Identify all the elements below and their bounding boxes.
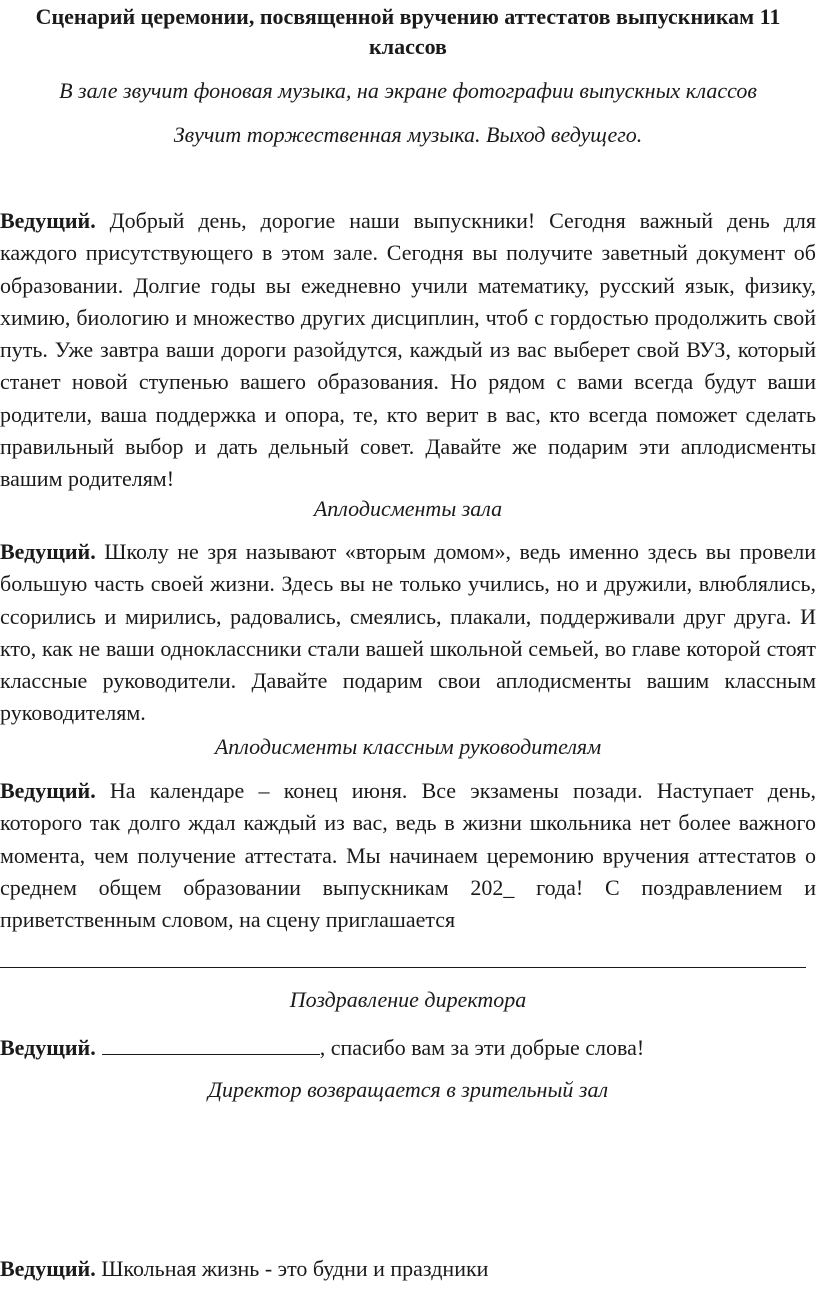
host-speech-2 <box>0 536 816 730</box>
host-speech-5-text: Школьная жизнь - это будни и праздники <box>101 1256 489 1281</box>
document-title: Сценарий церемонии, посвященной вручению аттестатов выпускникам 11 классов <box>35 4 781 59</box>
speaker-label: Ведущий. <box>0 539 96 564</box>
stage-direction-applause-hall: Аплодисменты зала <box>313 496 503 521</box>
host-speech-2-text: Школу не зря называют «вторым домом», ведь именно здесь вы провели большую часть своей жизни. Здесь вы не только учились, но и дружили, влюблялись, ссорились и мирились, радовались, смеялись, плакали, поддерживали друг друга. И кто, как не ваши одноклассники стали вашей школьной семьей, во главе которой стоят классные руководители. Давайте подарим свои аплодисменты вашим классным руководителям. <box>0 539 816 726</box>
stage-direction-director-returns: Директор возвращается в зрительный зал <box>207 1077 609 1102</box>
fill-in-line <box>0 967 806 968</box>
host-speech-4 <box>0 1032 816 1063</box>
speaker-label: Ведущий. <box>0 1035 96 1060</box>
speaker-label: Ведущий. <box>0 208 96 233</box>
host-speech-4-text: , спасибо вам за эти добрые слова! <box>319 1035 645 1060</box>
stage-direction-intro-music: В зале звучит фоновая музыка, на экране фотографии выпускных классов <box>59 78 757 103</box>
host-speech-3-text: На календаре – конец июня. Все экзамены позади. Наступает день, которого так долго ждал каждый из вас, ведь в жизни школьника нет более важного момента, чем получение аттестата. Мы начинаем церемонию вручения аттестатов о среднем общем образовании выпускникам 202_ года! С поздравлением и приветственным словом, на сцену приглашается <box>0 778 816 933</box>
host-speech-1 <box>0 205 816 496</box>
speaker-label: Ведущий. <box>0 778 96 803</box>
host-speech-1-text: Добрый день, дорогие наши выпускники! Сегодня важный день для каждого присутствующего в этом зале. Сегодня вы получите заветный документ об образовании. Долгие годы вы ежедневно учили математику, русский язык, физику, химию, биологию и множество других дисциплин, чтоб с гордостью продолжить свой путь. Уже завтра ваши дороги разойдутся, каждый из вас выберет свой ВУЗ, который станет новой ступенью вашего образования. Но рядом с вами всегда будут ваши родители, ваша поддержка и опора, те, кто верит в вас, кто всегда поможет сделать правильный выбор и дать дельный совет. Давайте же подарим эти аплодисменты вашим родителям! <box>0 208 816 492</box>
speaker-label: Ведущий. <box>0 1256 96 1281</box>
host-speech-3 <box>0 775 816 936</box>
stage-direction-director-speech: Поздравление директора <box>289 987 527 1012</box>
host-speech-5 <box>0 1254 816 1284</box>
name-blank-line <box>102 1032 320 1055</box>
stage-direction-applause-teachers: Аплодисменты классным руководителям <box>214 734 602 759</box>
stage-direction-host-entrance: Звучит торжественная музыка. Выход ведущего. <box>173 122 643 147</box>
